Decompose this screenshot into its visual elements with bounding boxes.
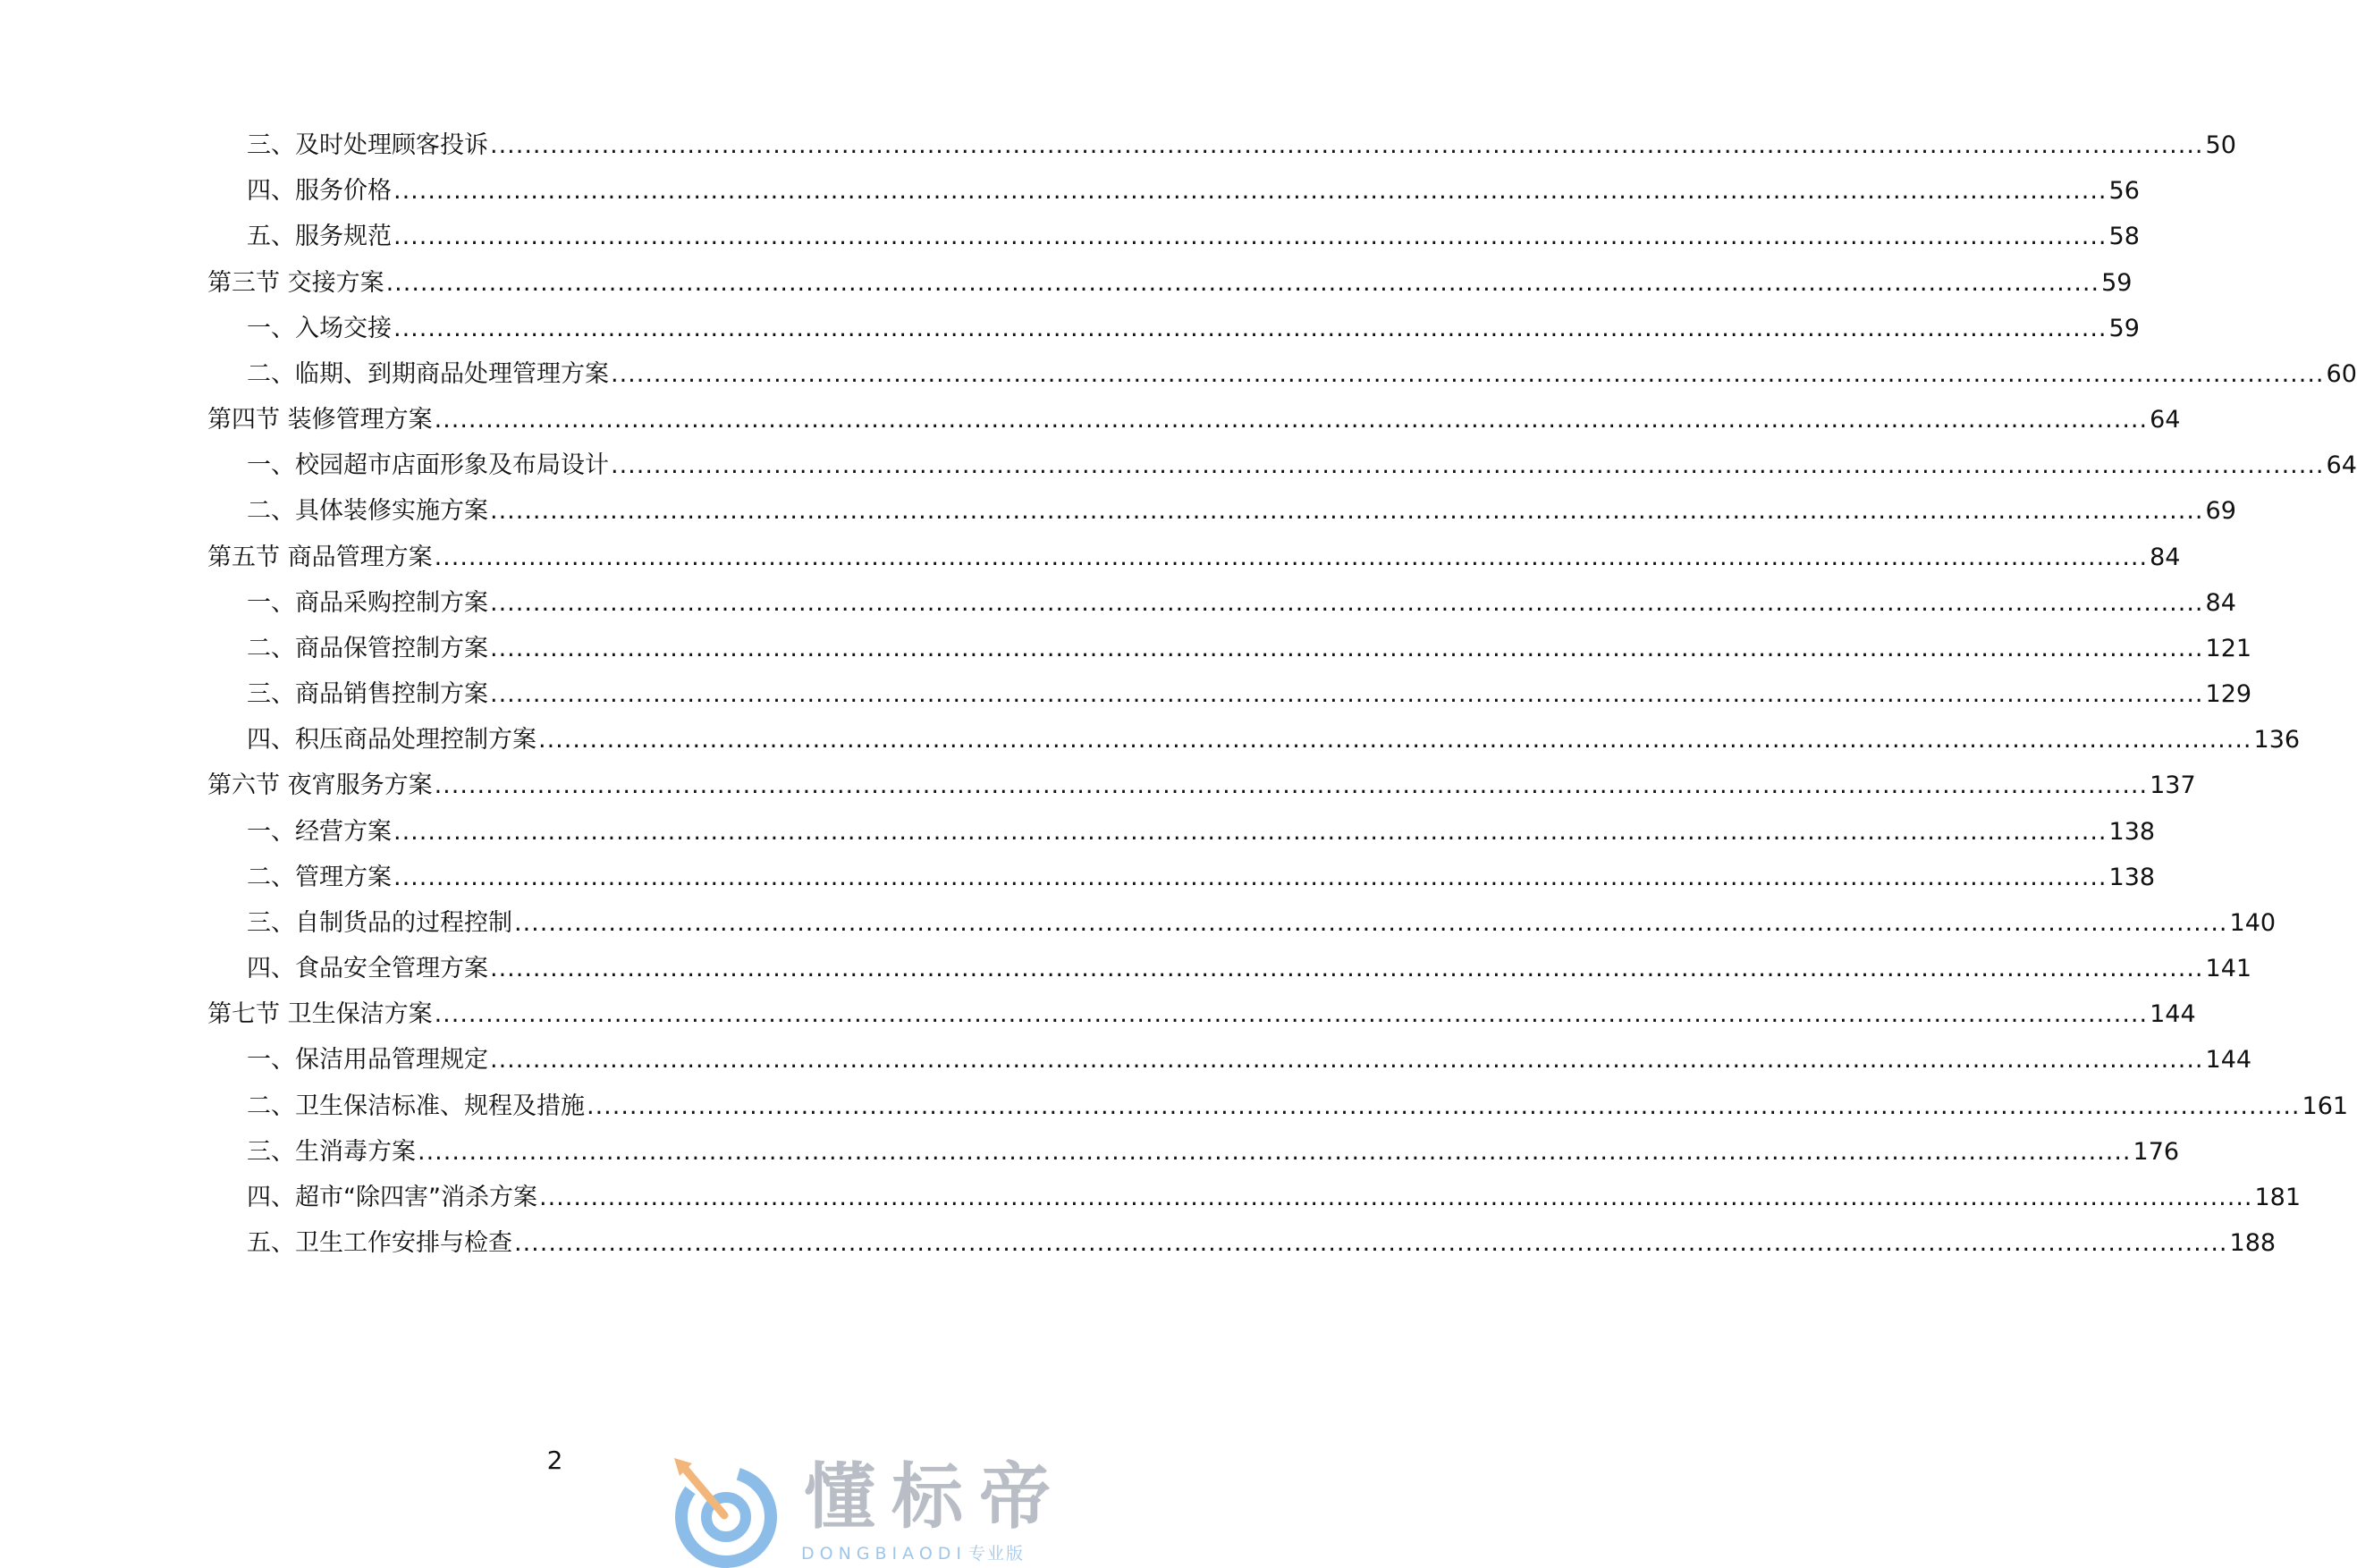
toc-dot-leader: ........................................................................................................................................................................................................ — [393, 864, 2108, 891]
toc-entry[interactable] — [0, 448, 2357, 484]
toc-dot-leader: ........................................................................................................................................................................................................ — [393, 223, 2108, 250]
toc-entry[interactable] — [0, 540, 2181, 576]
toc-entry-page: 121 — [2205, 635, 2252, 662]
toc-entry[interactable] — [0, 1226, 2277, 1261]
toc-entry-page: 58 — [2108, 223, 2140, 250]
toc-dot-leader: ........................................................................................................................................................................................................ — [418, 1138, 2132, 1166]
toc-entry-page: 140 — [2229, 909, 2277, 937]
toc-entry-title: 第六节 夜宵服务方案 — [207, 771, 433, 799]
toc-dot-leader: ........................................................................................................................................................................................................ — [538, 1184, 2253, 1211]
toc-entry-page: 176 — [2133, 1138, 2180, 1166]
toc-dot-leader: ........................................................................................................................................................................................................ — [393, 818, 2108, 846]
toc-entry-title: 三、生消毒方案 — [247, 1138, 416, 1166]
toc-dot-leader: ........................................................................................................................................................................................................ — [385, 269, 2100, 297]
toc-dot-leader: ........................................................................................................................................................................................................ — [434, 406, 2149, 434]
toc-dot-leader: ........................................................................................................................................................................................................ — [490, 131, 2204, 159]
brand-name-cn: 懂标帝 — [804, 1455, 1067, 1538]
toc-entry-page: 64 — [2326, 451, 2357, 479]
toc-entry-page: 56 — [2108, 177, 2140, 205]
toc-entry[interactable] — [0, 311, 2140, 347]
toc-entry-title: 第三节 交接方案 — [207, 269, 384, 297]
toc-entry-page: 136 — [2253, 726, 2301, 754]
toc-entry-title: 第五节 商品管理方案 — [207, 544, 433, 571]
toc-dot-leader: ........................................................................................................................................................................................................ — [393, 315, 2108, 342]
edition-label: 专业版 — [968, 1544, 1026, 1564]
toc-entry[interactable] — [0, 219, 2140, 255]
toc-dot-leader: ........................................................................................................................................................................................................ — [538, 726, 2252, 754]
toc-entry[interactable] — [0, 860, 2156, 896]
toc-entry-page: 59 — [2101, 269, 2133, 297]
toc-entry-page: 144 — [2150, 1000, 2196, 1028]
toc-entry-title: 二、具体装修实施方案 — [247, 497, 488, 525]
toc-entry-page: 59 — [2108, 315, 2140, 342]
brand-watermark — [665, 1453, 1110, 1568]
toc-entry-title: 第七节 卫生保洁方案 — [207, 1000, 433, 1028]
toc-entry-page: 141 — [2205, 955, 2252, 982]
toc-entry-page: 138 — [2108, 818, 2156, 846]
toc-entry-title: 第四节 装修管理方案 — [207, 406, 433, 434]
toc-entry-title: 一、入场交接 — [247, 315, 392, 342]
toc-entry[interactable] — [0, 1042, 2252, 1078]
toc-entry-page: 137 — [2150, 771, 2196, 799]
toc-entry-title: 一、经营方案 — [247, 818, 392, 846]
toc-entry[interactable] — [0, 997, 2196, 1033]
toc-entry-title: 二、管理方案 — [247, 864, 392, 891]
page-number: 2 — [546, 1446, 563, 1475]
toc-entry-title: 一、保洁用品管理规定 — [247, 1046, 488, 1074]
toc-entry-page: 181 — [2254, 1184, 2302, 1211]
toc-dot-leader: ........................................................................................................................................................................................................ — [514, 909, 2228, 937]
toc-dot-leader: ........................................................................................................................................................................................................ — [587, 1092, 2301, 1120]
toc-entry[interactable] — [0, 1180, 2302, 1216]
toc-entry[interactable] — [0, 586, 2236, 621]
toc-entry-page: 188 — [2229, 1229, 2277, 1257]
toc-entry[interactable] — [0, 768, 2196, 804]
brand-name-latin: DONGBIAODI — [801, 1544, 967, 1564]
toc-entry-title: 二、卫生保洁标准、规程及措施 — [247, 1092, 585, 1120]
toc-entry-title: 五、服务规范 — [247, 223, 392, 250]
toc-entry-page: 69 — [2205, 497, 2236, 525]
toc-entry[interactable] — [0, 631, 2252, 667]
toc-entry[interactable] — [0, 173, 2140, 209]
toc-dot-leader: ........................................................................................................................................................................................................ — [490, 955, 2204, 982]
toc-entry[interactable] — [0, 128, 2236, 164]
toc-dot-leader: ........................................................................................................................................................................................................ — [490, 1046, 2204, 1074]
toc-entry-title: 三、及时处理顾客投诉 — [247, 131, 488, 159]
toc-entry[interactable] — [0, 906, 2277, 941]
toc-dot-leader: ........................................................................................................................................................................................................ — [490, 589, 2204, 617]
toc-dot-leader: ........................................................................................................................................................................................................ — [434, 771, 2149, 799]
toc-entry-title: 四、服务价格 — [247, 177, 392, 205]
target-dart-icon — [665, 1453, 781, 1568]
toc-entry-page: 144 — [2205, 1046, 2252, 1074]
toc-entry-title: 一、校园超市店面形象及布局设计 — [247, 451, 609, 479]
toc-dot-leader: ........................................................................................................................................................................................................ — [490, 635, 2204, 662]
toc-entry-page: 161 — [2302, 1092, 2349, 1120]
toc-entry[interactable] — [0, 951, 2252, 987]
toc-entry[interactable] — [0, 493, 2236, 529]
toc-entry[interactable] — [0, 357, 2357, 392]
toc-entry-title: 二、商品保管控制方案 — [247, 635, 488, 662]
toc-entry[interactable] — [0, 1134, 2180, 1170]
toc-dot-leader: ........................................................................................................................................................................................................ — [434, 544, 2149, 571]
toc-dot-leader: ........................................................................................................................................................................................................ — [490, 680, 2204, 708]
toc-entry[interactable] — [0, 402, 2181, 438]
toc-entry-title: 三、自制货品的过程控制 — [247, 909, 512, 937]
brand-name-en — [801, 1542, 1025, 1565]
toc-entry-page: 138 — [2108, 864, 2156, 891]
toc-entry[interactable] — [0, 266, 2133, 301]
toc-entry-page: 84 — [2205, 589, 2236, 617]
toc-entry[interactable] — [0, 677, 2252, 712]
toc-entry-page: 84 — [2150, 544, 2181, 571]
toc-entry-title: 三、商品销售控制方案 — [247, 680, 488, 708]
toc-dot-leader: ........................................................................................................................................................................................................ — [611, 360, 2325, 388]
toc-entry-title: 二、临期、到期商品处理管理方案 — [247, 360, 609, 388]
toc-entry-page: 60 — [2326, 360, 2357, 388]
toc-dot-leader: ........................................................................................................................................................................................................ — [514, 1229, 2228, 1257]
toc-entry-title: 四、食品安全管理方案 — [247, 955, 488, 982]
toc-entry-title: 五、卫生工作安排与检查 — [247, 1229, 512, 1257]
toc-entry-title: 一、商品采购控制方案 — [247, 589, 488, 617]
toc-entry-title: 四、积压商品处理控制方案 — [247, 726, 536, 754]
toc-entry[interactable] — [0, 814, 2156, 850]
toc-entry-page: 50 — [2205, 131, 2236, 159]
toc-entry-page: 64 — [2150, 406, 2181, 434]
toc-entry-page: 129 — [2205, 680, 2252, 708]
toc-entry-title: 四、超市“除四害”消杀方案 — [247, 1184, 537, 1211]
toc-dot-leader: ........................................................................................................................................................................................................ — [490, 497, 2204, 525]
toc-dot-leader: ........................................................................................................................................................................................................ — [393, 177, 2108, 205]
toc-dot-leader: ........................................................................................................................................................................................................ — [434, 1000, 2149, 1028]
toc-entry[interactable] — [0, 1089, 2349, 1125]
toc-entry[interactable] — [0, 722, 2301, 758]
toc-dot-leader: ........................................................................................................................................................................................................ — [611, 451, 2325, 479]
